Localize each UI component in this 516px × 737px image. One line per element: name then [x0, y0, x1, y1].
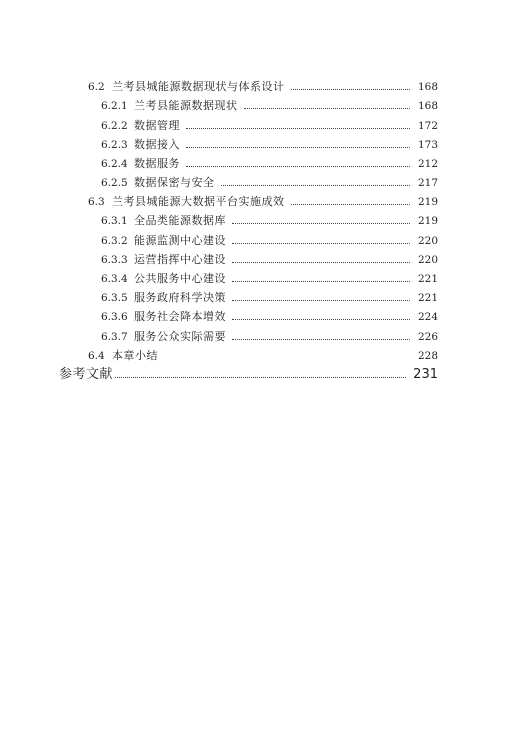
- page-number: 221: [417, 292, 438, 304]
- page-number: 220: [417, 254, 438, 266]
- dot-leader: [244, 108, 411, 109]
- section-number: 6.3.6: [101, 311, 128, 323]
- page-number: 219: [417, 215, 438, 227]
- section-number: 6.2.2: [101, 120, 128, 132]
- section-number: 6.3.1: [101, 215, 128, 227]
- page-number: 231: [413, 367, 438, 382]
- toc-entry-6-3-3[interactable]: [101, 253, 438, 267]
- dot-leader: [115, 377, 406, 378]
- dot-leader: [232, 223, 410, 224]
- section-title: 数据接入: [134, 138, 180, 151]
- section-number: 6.3.5: [101, 292, 128, 304]
- page-number: 212: [417, 158, 438, 170]
- dot-leader: [232, 262, 410, 263]
- section-number: 6.2.4: [101, 158, 128, 170]
- dot-leader: [232, 281, 410, 282]
- toc-entry-references[interactable]: [59, 367, 438, 383]
- toc-entry-6-2-4[interactable]: [101, 157, 438, 171]
- toc-entry-6-2-1[interactable]: [101, 99, 438, 113]
- dot-leader: [186, 147, 410, 148]
- section-number: 6.4: [88, 350, 105, 362]
- dot-leader: [232, 339, 410, 340]
- section-title: 服务公众实际需要: [134, 330, 226, 343]
- section-title: 服务政府科学决策: [134, 291, 226, 304]
- section-number: 6.3.4: [101, 273, 128, 285]
- toc-entry-6-3-2[interactable]: [101, 234, 438, 248]
- section-title: 能源监测中心建设: [134, 234, 226, 247]
- page-number: 224: [417, 311, 438, 323]
- section-title: 兰考县城能源数据现状与体系设计: [112, 80, 285, 93]
- section-number: 6.3: [88, 196, 105, 208]
- toc-entry-6-3[interactable]: [88, 195, 438, 209]
- toc-entry-6-3-5[interactable]: [101, 291, 438, 305]
- page-number: 221: [417, 273, 438, 285]
- section-title: 运营指挥中心建设: [134, 253, 226, 266]
- section-number: 6.3.7: [101, 331, 128, 343]
- dot-leader: [186, 166, 410, 167]
- toc-entry-6-3-4[interactable]: [101, 272, 438, 286]
- section-title: 兰考县城能源大数据平台实施成效: [112, 195, 285, 208]
- section-title: 公共服务中心建设: [134, 272, 226, 285]
- section-title: 兰考县能源数据现状: [134, 99, 238, 112]
- section-number: 6.2: [88, 81, 105, 93]
- page-number: 168: [417, 100, 438, 112]
- section-number: 6.2.3: [101, 139, 128, 151]
- section-title: 数据管理: [134, 119, 180, 132]
- page-number: 219: [417, 196, 438, 208]
- dot-leader: [232, 300, 410, 301]
- dot-leader: [186, 128, 410, 129]
- toc-entry-6-3-1[interactable]: [101, 214, 438, 228]
- toc-entry-6-2-3[interactable]: [101, 138, 438, 152]
- toc-entry-6-3-7[interactable]: [101, 330, 438, 344]
- section-title: 数据保密与安全: [134, 176, 215, 189]
- page-number: 173: [417, 139, 438, 151]
- section-title: 本章小结: [112, 349, 158, 362]
- dot-leader: [232, 243, 410, 244]
- page-number: 228: [417, 350, 438, 362]
- dot-leader: [291, 89, 411, 90]
- toc-entry-6-2-2[interactable]: [101, 119, 438, 133]
- dot-leader: [291, 204, 411, 205]
- page-number: 220: [417, 235, 438, 247]
- page-number: 168: [417, 81, 438, 93]
- toc-entry-6-4[interactable]: [88, 349, 438, 363]
- page-number: 226: [417, 331, 438, 343]
- section-number: 6.3.3: [101, 254, 128, 266]
- dot-leader: [232, 319, 410, 320]
- section-number: 6.2.1: [101, 100, 128, 112]
- section-title: 全品类能源数据库: [134, 214, 226, 227]
- toc-entry-6-3-6[interactable]: [101, 310, 438, 324]
- section-title: 服务社会降本增效: [134, 310, 226, 323]
- section-number: 6.3.2: [101, 235, 128, 247]
- page-number: 172: [417, 120, 438, 132]
- toc-entry-6-2-5[interactable]: [101, 176, 438, 190]
- toc-entry-6-2[interactable]: [88, 80, 438, 94]
- dot-leader: [221, 185, 411, 186]
- section-number: 6.2.5: [101, 177, 128, 189]
- references-title: 参考文献: [59, 367, 114, 382]
- section-title: 数据服务: [134, 157, 180, 170]
- page-number: 217: [417, 177, 438, 189]
